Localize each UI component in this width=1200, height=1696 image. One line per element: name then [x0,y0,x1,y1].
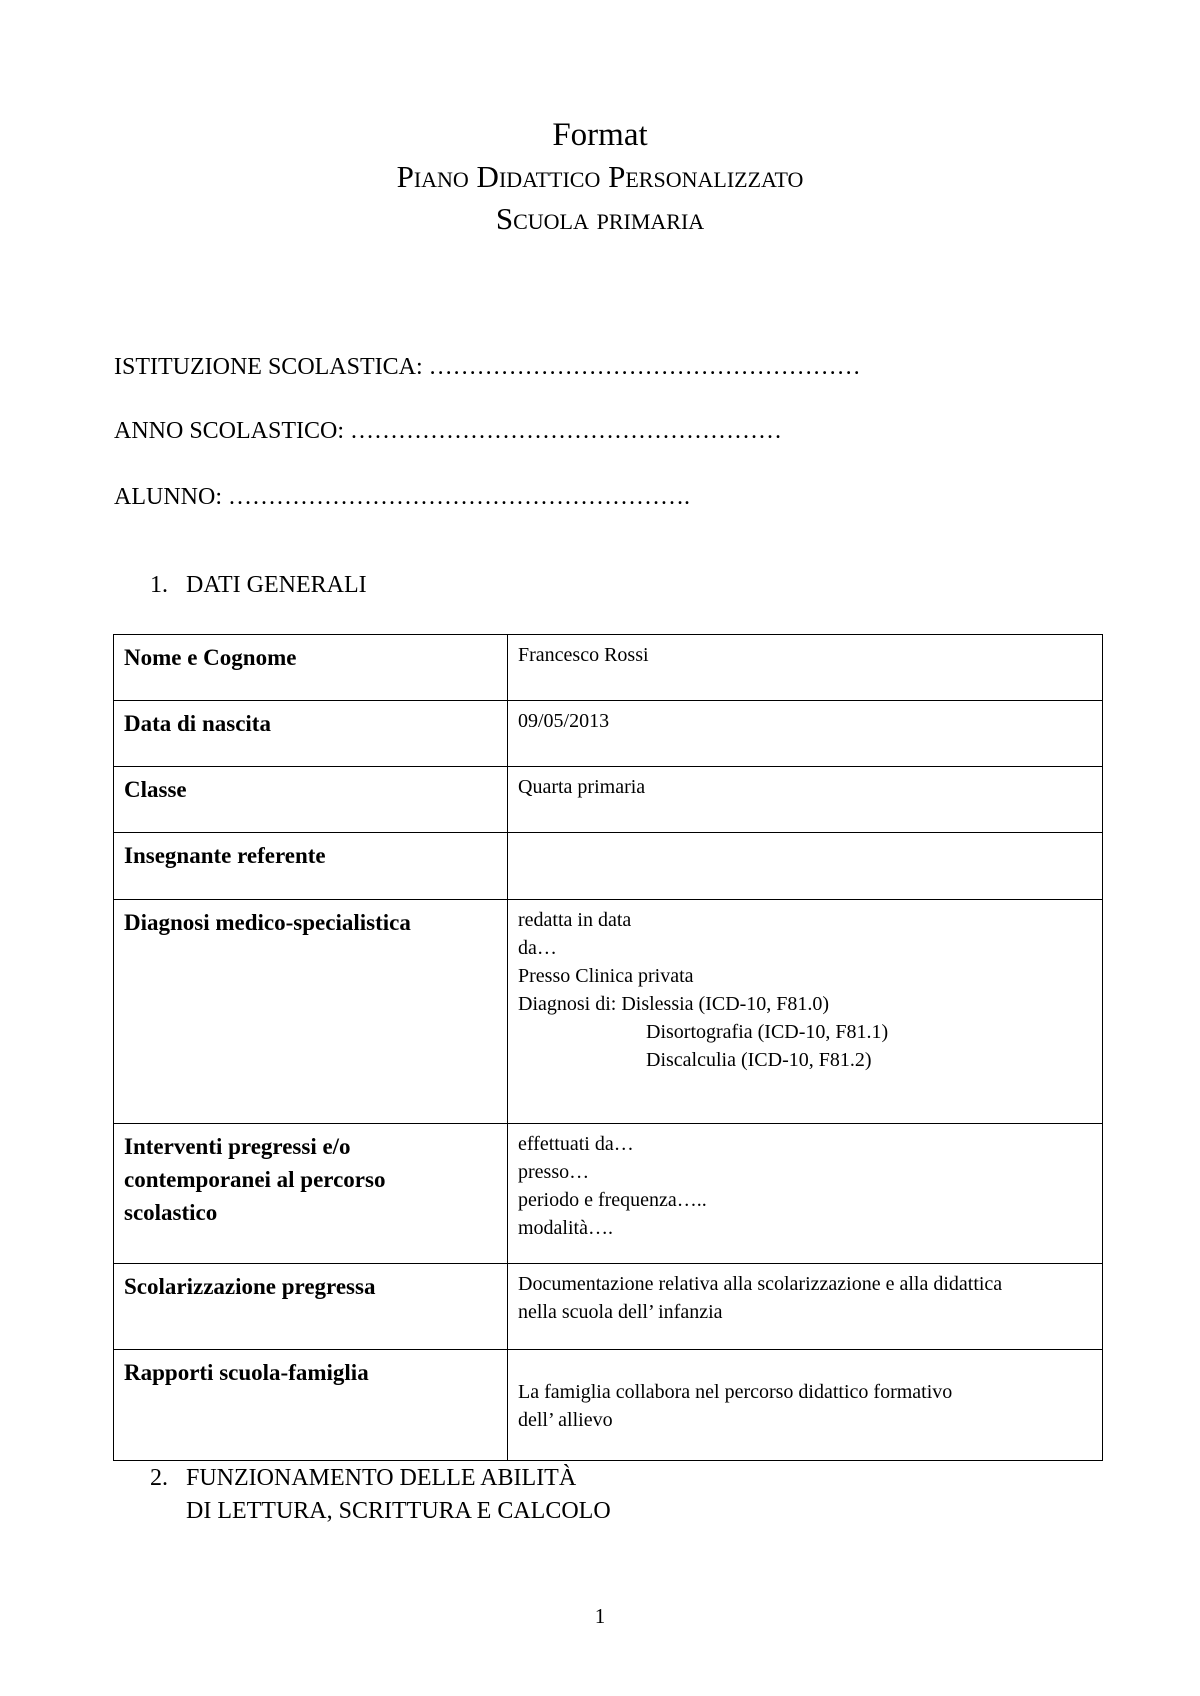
section-title-line2: DI LETTURA, SCRITTURA E CALCOLO [186,1498,611,1524]
value-line: Discalculia (ICD-10, F81.2) [646,1049,872,1071]
table-row [114,767,1103,833]
row-value [508,900,1103,1124]
page-number: 1 [594,1604,606,1628]
value-line: Diagnosi di: Dislessia (ICD-10, F81.0) [518,993,830,1015]
label-line: scolastico [124,1200,218,1225]
value-spacer [518,1356,1092,1378]
table-row [114,635,1103,701]
section-heading-funzionamento [150,1462,611,1528]
table-row [114,900,1103,1124]
row-value [508,1124,1103,1264]
value-line: Disortografia (ICD-10, F81.1) [646,1021,889,1043]
field-alunno: ALUNNO: …………………………………………………. [114,484,690,510]
value-line: nella scuola dell’ infanzia [518,1301,723,1323]
value-line: Documentazione relativa alla scolarizzazione e alla didattica [518,1273,1003,1295]
label-line: Interventi pregressi e/o [124,1134,351,1159]
section-number: 2. [150,1465,168,1491]
title-format: Format [552,117,648,153]
title-scuola: Scuola primaria [495,201,705,236]
row-value [508,701,1103,767]
table-row [114,1264,1103,1350]
row-value [508,767,1103,833]
table-row [114,701,1103,767]
value-line: dell’ allievo [518,1409,613,1431]
table-row [114,1124,1103,1264]
row-label [114,1124,508,1264]
section-number: 1. [150,572,168,598]
field-istituzione: ISTITUZIONE SCOLASTICA: ……………………………………………… [114,354,861,380]
section-heading-dati-generali [150,572,367,599]
value-line: da… [518,937,557,959]
title-piano: Piano Didattico Personalizzato [396,159,804,194]
row-label: Nome e Cognome [114,635,508,701]
value-line: modalità…. [518,1217,613,1239]
table-row [114,1350,1103,1461]
label-line: contemporanei al percorso [124,1167,386,1192]
row-value [508,635,1103,701]
value-line: Francesco Rossi [518,644,649,666]
value-line: Quarta primaria [518,776,646,798]
field-anno-scolastico: ANNO SCOLASTICO: ……………………………………………… [114,418,783,444]
document-title [0,114,1200,240]
row-label: Classe [114,767,508,833]
value-line: La famiglia collabora nel percorso didattico formativo [518,1381,953,1403]
dati-generali-table [113,634,1103,1461]
row-value-empty [508,833,1103,900]
value-line: redatta in data [518,909,632,931]
row-label: Scolarizzazione pregressa [114,1264,508,1350]
value-line: 09/05/2013 [518,710,610,732]
row-label: Rapporti scuola-famiglia [114,1350,508,1461]
value-line: presso… [518,1161,590,1183]
value-line: periodo e frequenza….. [518,1189,707,1211]
row-label: Insegnante referente [114,833,508,900]
row-value [508,1350,1103,1461]
row-label: Data di nascita [114,701,508,767]
value-line: effettuati da… [518,1133,634,1155]
table-row [114,833,1103,900]
row-label: Diagnosi medico-specialistica [114,900,508,1124]
row-value [508,1264,1103,1350]
value-line: Presso Clinica privata [518,965,694,987]
section-title: DATI GENERALI [186,572,367,598]
section-title-line1: FUNZIONAMENTO DELLE ABILITÀ [186,1465,577,1491]
